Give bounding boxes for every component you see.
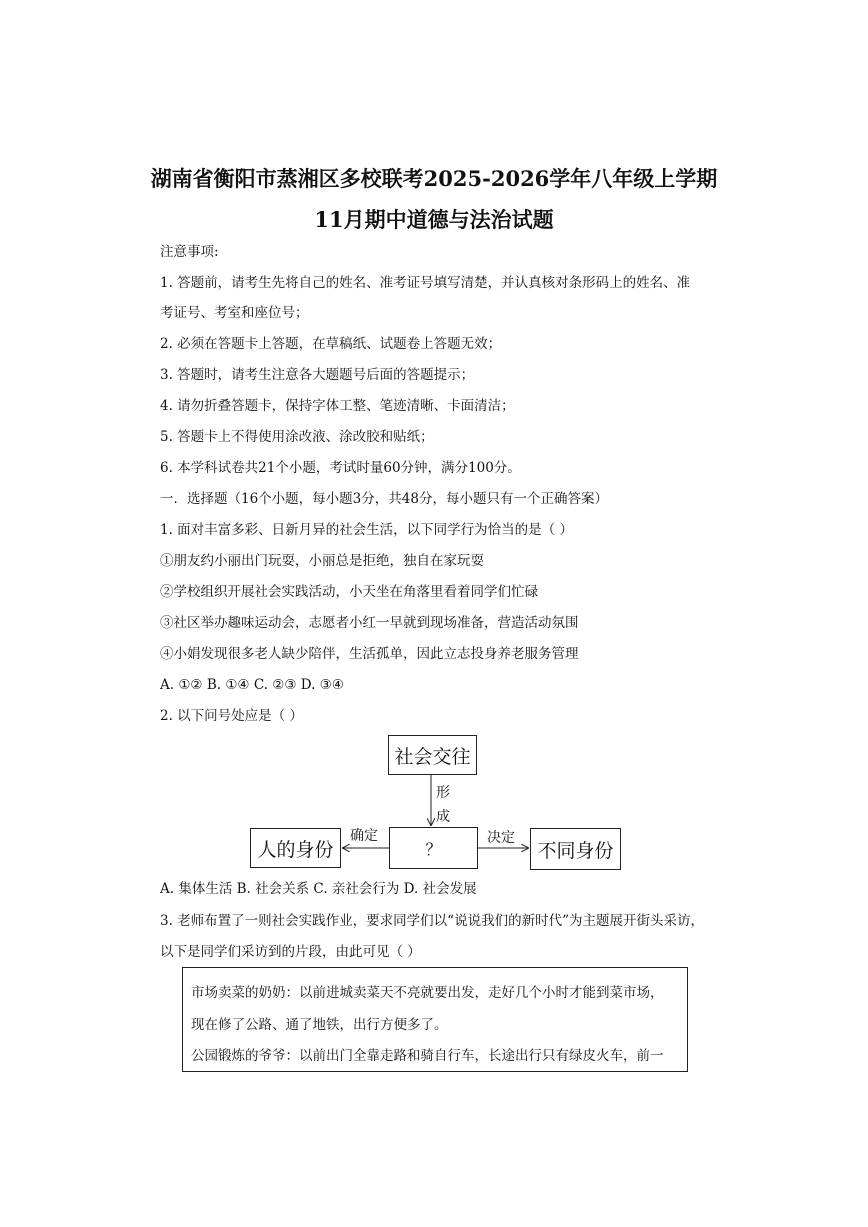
notice-item: 4. 请勿折叠答题卡，保持字体工整、笔迹清晰、卡面清洁；: [160, 398, 515, 414]
quote-line: 公园锻炼的爷爷：以前出门全靠走路和骑自行车，长途出行只有绿皮火车，前一: [191, 1048, 664, 1064]
question-1-item: ①朋友约小丽出门玩耍，小丽总是拒绝，独自在家玩耍: [160, 553, 484, 569]
diagram-box-center: ？: [389, 827, 478, 869]
arrow-down-label-1: 形: [436, 785, 450, 801]
diagram-box-top: 社会交往: [388, 735, 477, 775]
notice-item: 考证号、考室和座位号；: [160, 305, 309, 321]
notice-item: 6. 本学科试卷共21个小题，考试时量60分钟，满分100分。: [160, 460, 521, 476]
question-1-stem: 1. 面对丰富多彩、日新月异的社会生活，以下同学行为恰当的是（ ）: [160, 522, 573, 538]
question-1-options: A. ①② B. ①④ C. ②③ D. ③④: [160, 677, 344, 693]
notice-item: 5. 答题卡上不得使用涂改液、涂改胶和贴纸；: [160, 429, 434, 445]
arrow-right-label: 决定: [487, 830, 515, 846]
question-3-quote-box: [182, 967, 688, 1072]
document-title-line2: 11月期中道德与法治试题: [314, 207, 554, 232]
question-1-item: ③社区举办趣味运动会，志愿者小红一早就到现场准备，营造活动氛围: [160, 615, 579, 631]
notice-item: 3. 答题时，请考生注意各大题题号后面的答题提示；: [160, 367, 475, 383]
question-3-stem: 3. 老师布置了一则社会实践作业，要求同学们以“说说我们的新时代”为主题展开街头采访，: [160, 913, 704, 929]
diagram-box-left: 人的身份: [250, 828, 341, 868]
question-3-stem: 以下是同学们采访到的片段，由此可见（ ）: [160, 944, 421, 960]
question-2-options: A. 集体生活 B. 社会关系 C. 亲社会行为 D. 社会发展: [160, 881, 477, 897]
arrow-left-label: 确定: [350, 828, 378, 844]
notice-item: 2. 必须在答题卡上答题，在草稿纸、试题卷上答题无效；: [160, 336, 502, 352]
diagram-box-right: 不同身份: [530, 828, 621, 870]
quote-line: 市场卖菜的奶奶：以前进城卖菜天不亮就要出发，走好几个小时才能到菜市场，: [191, 985, 664, 1001]
arrow-down-label-2: 成: [436, 809, 450, 825]
section-heading: 一．选择题（16个小题，每小题3分，共48分，每小题只有一个正确答案）: [160, 491, 608, 507]
document-title-line1: 湖南省衡阳市蒸湘区多校联考2025-2026学年八年级上学期: [150, 166, 718, 191]
notice-item: 1. 答题前，请考生先将自己的姓名、准考证号填写清楚，并认真核对条形码上的姓名、准: [160, 275, 691, 291]
question-1-item: ②学校组织开展社会实践活动，小天坐在角落里看着同学们忙碌: [160, 584, 538, 600]
quote-line: 现在修了公路、通了地铁，出行方便多了。: [191, 1017, 448, 1033]
question-2-stem: 2. 以下问号处应是（ ）: [160, 708, 303, 724]
question-1-item: ④小娟发现很多老人缺少陪伴，生活孤单，因此立志投身养老服务管理: [160, 646, 579, 662]
notice-heading: 注意事项:: [160, 244, 219, 260]
